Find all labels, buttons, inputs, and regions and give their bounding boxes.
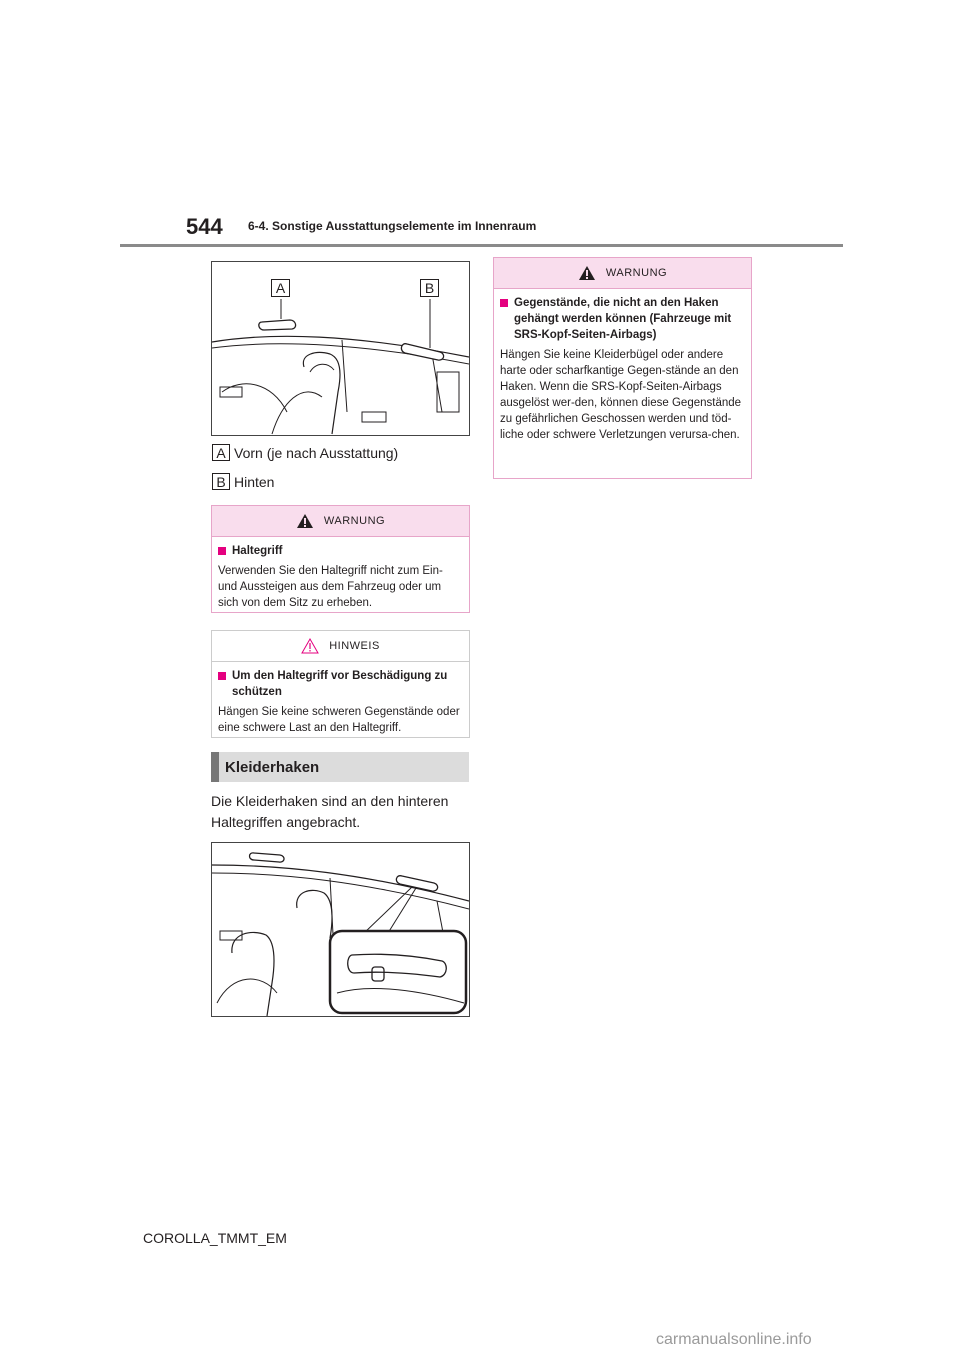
coat-hook-drawing — [212, 843, 469, 1016]
callout-b: B — [420, 279, 439, 297]
warning-text: Verwenden Sie den Haltegriff nicht zum Ein- und Aussteigen aus dem Fahrzeug oder um sich von dem Sitz zu erheben. — [218, 565, 443, 609]
caution-triangle-icon — [301, 638, 319, 654]
warning-triangle-icon — [296, 513, 314, 529]
square-bullet-icon — [218, 547, 226, 555]
grab-handle-illustration — [211, 261, 470, 436]
watermark: carmanualsonline.info — [656, 1331, 812, 1348]
page-number: 544 — [186, 214, 223, 239]
notice-box-haltegriff — [211, 630, 470, 738]
legend-key-a: A — [212, 444, 230, 461]
section-body-text: Die Kleiderhaken sind an den hinteren Haltegriffen angebracht. — [211, 793, 449, 830]
coat-hook-illustration — [211, 842, 470, 1017]
warning-header — [212, 506, 469, 537]
square-bullet-icon — [500, 299, 508, 307]
warning-item-heading: Gegenstände, die nicht an den Haken gehängt werden können (Fahrzeuge mit SRS-Kopf-Seiten-Airbags) — [514, 297, 732, 341]
legend-text-b: Hinten — [234, 473, 275, 490]
warning-box-haltegriff — [211, 505, 470, 613]
warning-text: Hängen Sie keine Kleiderbügel oder andere harte oder scharfkantige Gegen-stände an den Haken. Wenn die SRS-Kopf-Seiten-Airbags ausgelöst wer-den, können diese Gegenstände zu gefährlichen Geschossen werden und töd-liche oder schwere Verletzungen verursa-chen. — [500, 349, 742, 441]
legend-text-a: Vorn (je nach Ausstattung) — [234, 444, 399, 461]
warning-title: WARNUNG — [605, 267, 668, 279]
callout-a: A — [271, 279, 290, 297]
notice-text: Hängen Sie keine schweren Gegenstände oder eine schwere Last an den Haltegriff. — [218, 706, 460, 734]
footer-model-code: COROLLA_TMMT_EM — [143, 1230, 287, 1246]
warning-title: WARNUNG — [323, 515, 386, 527]
section-heading: Kleiderhaken — [211, 752, 469, 782]
notice-header — [212, 631, 469, 662]
notice-item-heading: Um den Haltegriff vor Beschädigung zu schützen — [232, 670, 448, 698]
legend-item-b — [212, 473, 274, 490]
section-title: 6-4. Sonstige Ausstattungselemente im Innenraum — [248, 219, 537, 233]
warning-header — [494, 258, 751, 289]
warning-triangle-icon — [578, 265, 596, 281]
square-bullet-icon — [218, 672, 226, 680]
warning-item-heading: Haltegriff — [232, 545, 283, 557]
notice-title: HINWEIS — [329, 640, 380, 652]
header-rule — [120, 244, 843, 247]
warning-box-kleiderhaken — [493, 257, 752, 479]
legend-key-b: B — [212, 473, 230, 490]
legend-item-a — [212, 444, 398, 461]
